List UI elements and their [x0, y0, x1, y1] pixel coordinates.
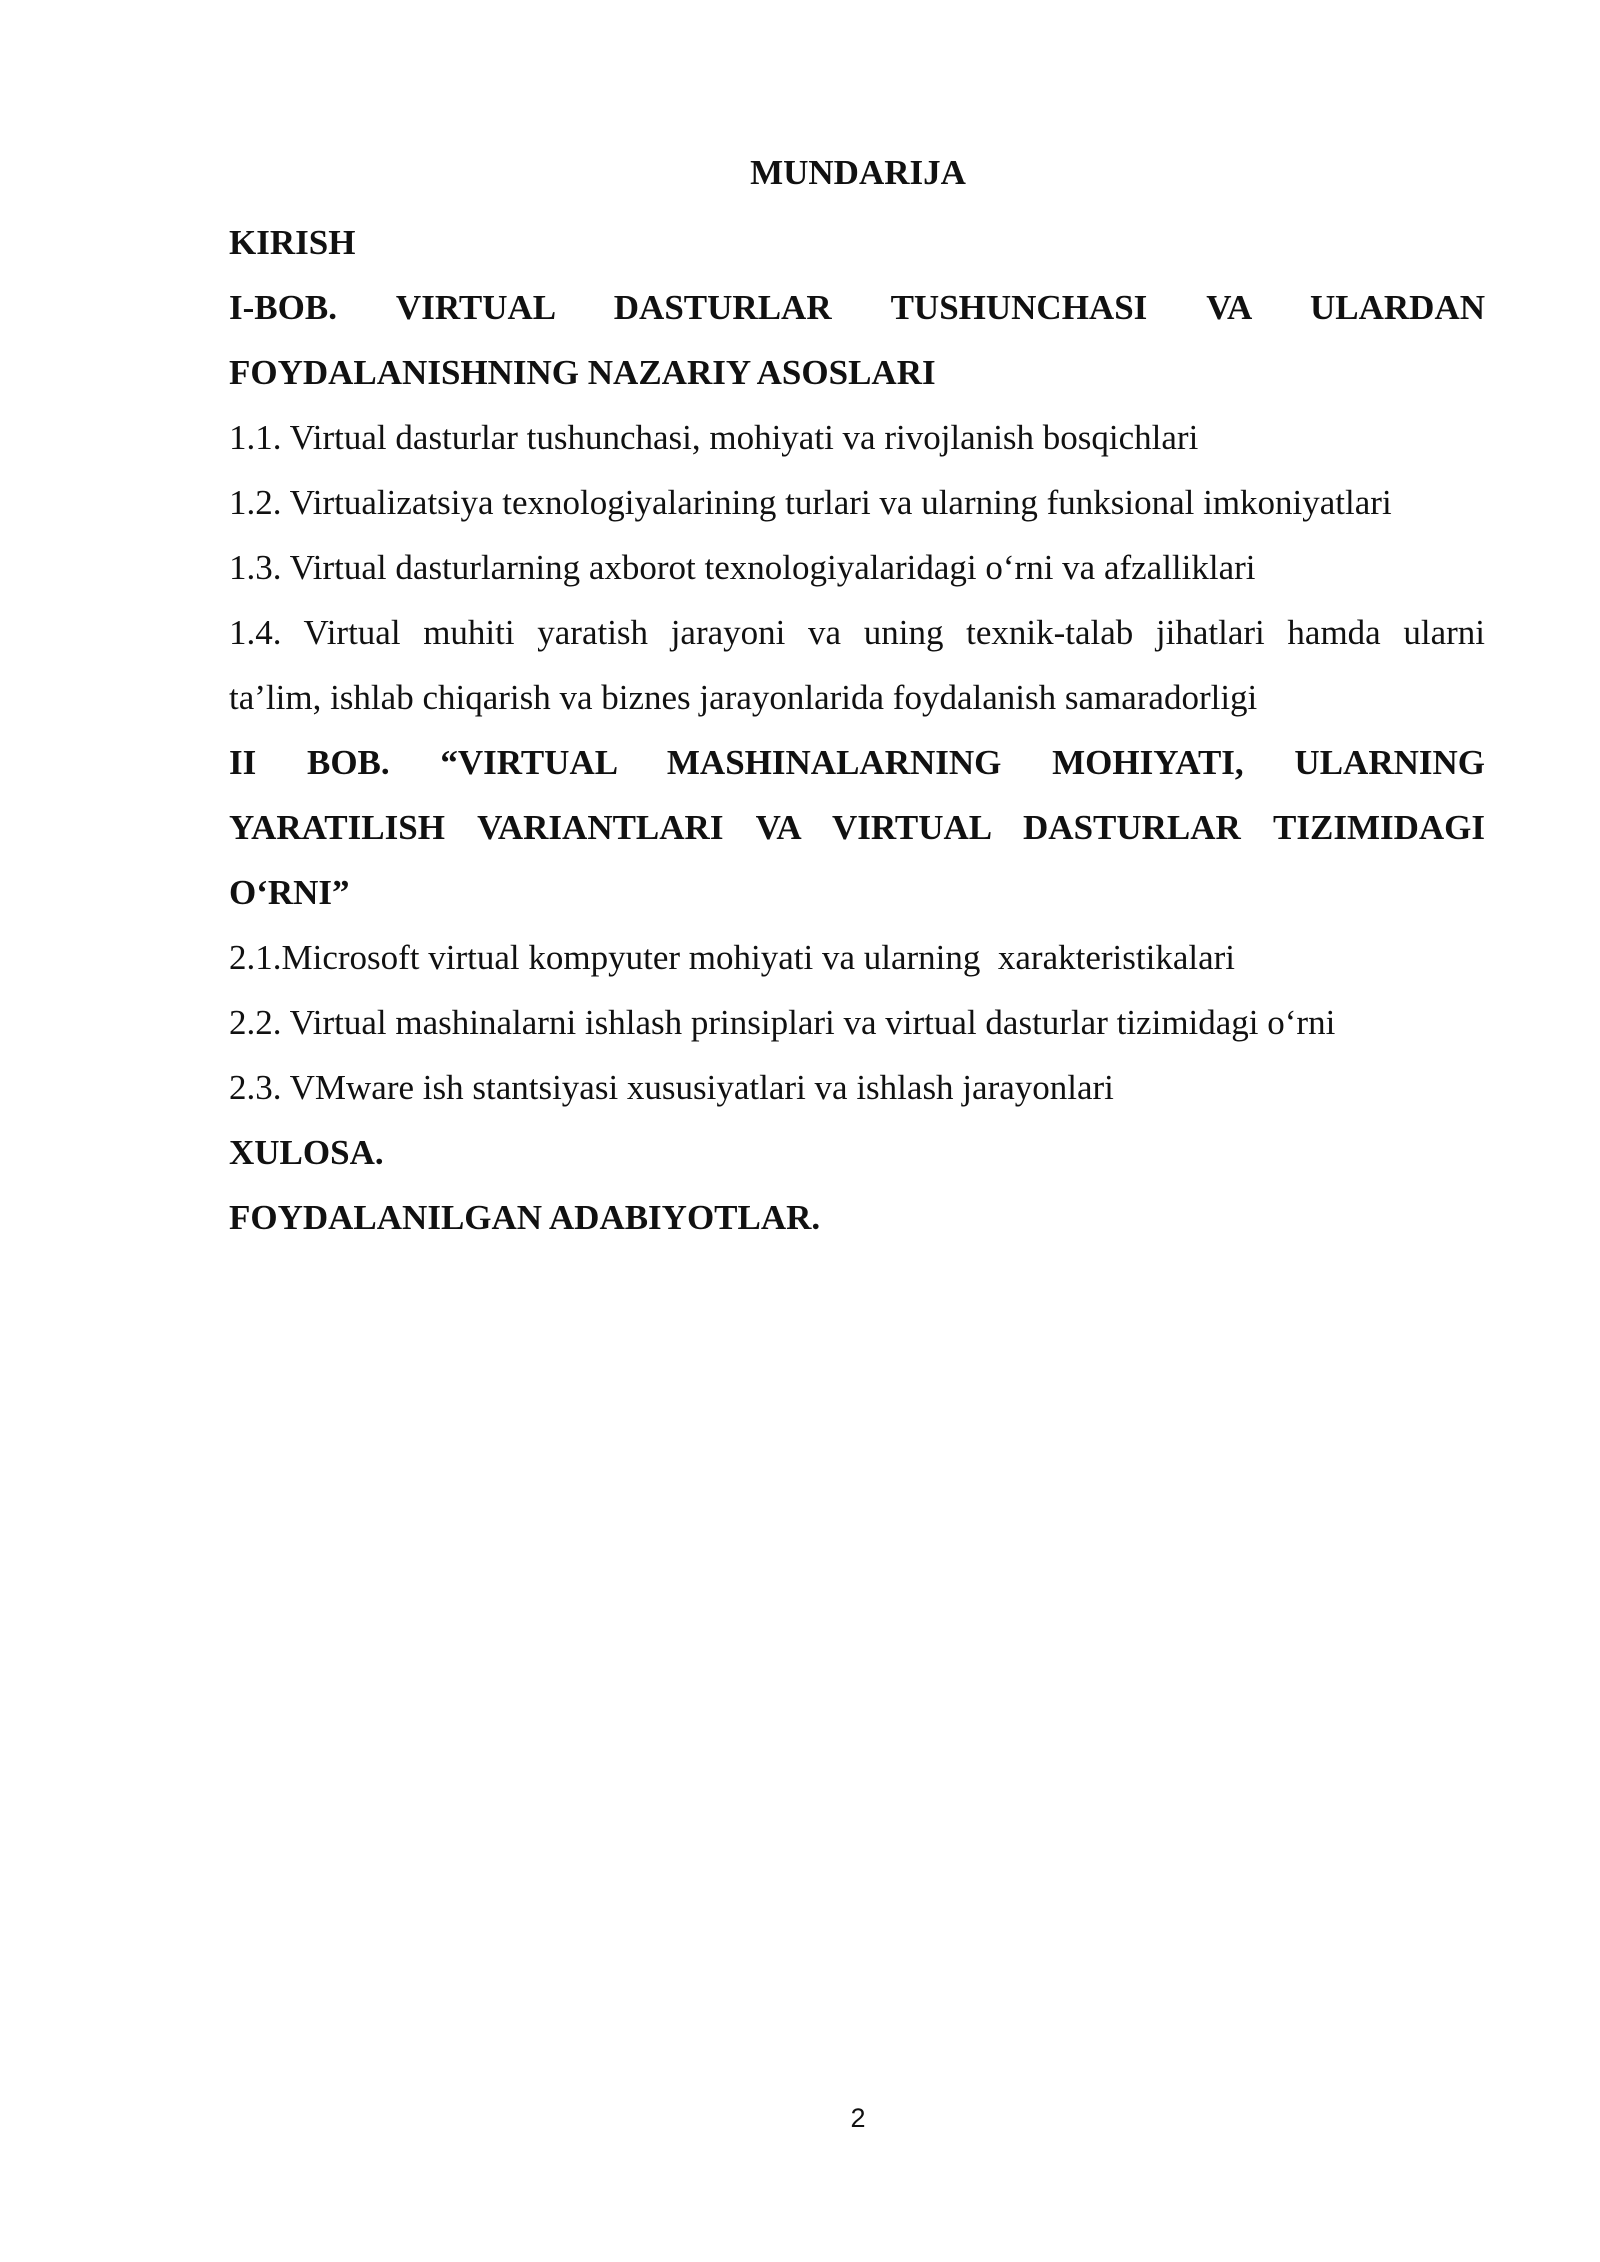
- toc-section-2-3: 2.3. VMware ish stantsiyasi xususiyatlari va ishlash jarayonlari: [229, 1068, 1114, 1107]
- toc-title: MUNDARIJA: [750, 153, 966, 192]
- toc-section-2-1: 2.1.Microsoft virtual kompyuter mohiyati va ularning xarakteristikalari: [229, 938, 1235, 977]
- toc-chapter-2-line-1: II BOB. “VIRTUAL MASHINALARNING MOHIYATI, ULARNING: [229, 743, 1485, 782]
- toc-chapter-2-line-3: O‘RNI”: [229, 873, 350, 912]
- toc-entry-kirish: KIRISH: [229, 223, 356, 262]
- toc-section-1-2: 1.2. Virtualizatsiya texnologiyalarining turlari va ularning funksional imkoniyatlari: [229, 483, 1392, 522]
- toc-section-1-1: 1.1. Virtual dasturlar tushunchasi, mohiyati va rivojlanish bosqichlari: [229, 418, 1199, 457]
- toc-section-1-3: 1.3. Virtual dasturlarning axborot texnologiyalaridagi o‘rni va afzalliklari: [229, 548, 1256, 587]
- toc-entry-adabiyotlar: FOYDALANILGAN ADABIYOTLAR.: [229, 1198, 821, 1237]
- toc-chapter-1-line-1: I-BOB. VIRTUAL DASTURLAR TUSHUNCHASI VA ULARDAN: [229, 288, 1485, 327]
- toc-section-1-4-line-1: 1.4. Virtual muhiti yaratish jarayoni va uning texnik-talab jihatlari hamda ularni: [229, 613, 1485, 652]
- toc-section-1-4-line-2: ta’lim, ishlab chiqarish va biznes jarayonlarida foydalanish samaradorligi: [229, 678, 1258, 717]
- toc-entry-xulosa: XULOSA.: [229, 1133, 384, 1172]
- toc-chapter-2-line-2: YARATILISH VARIANTLARI VA VIRTUAL DASTURLAR TIZIMIDAGI: [229, 808, 1485, 847]
- toc-section-2-2: 2.2. Virtual mashinalarni ishlash prinsiplari va virtual dasturlar tizimidagi o‘rni: [229, 1003, 1336, 1042]
- toc-chapter-1-line-2: FOYDALANISHNING NAZARIY ASOSLARI: [229, 353, 936, 392]
- page-number: 2: [850, 2103, 866, 2133]
